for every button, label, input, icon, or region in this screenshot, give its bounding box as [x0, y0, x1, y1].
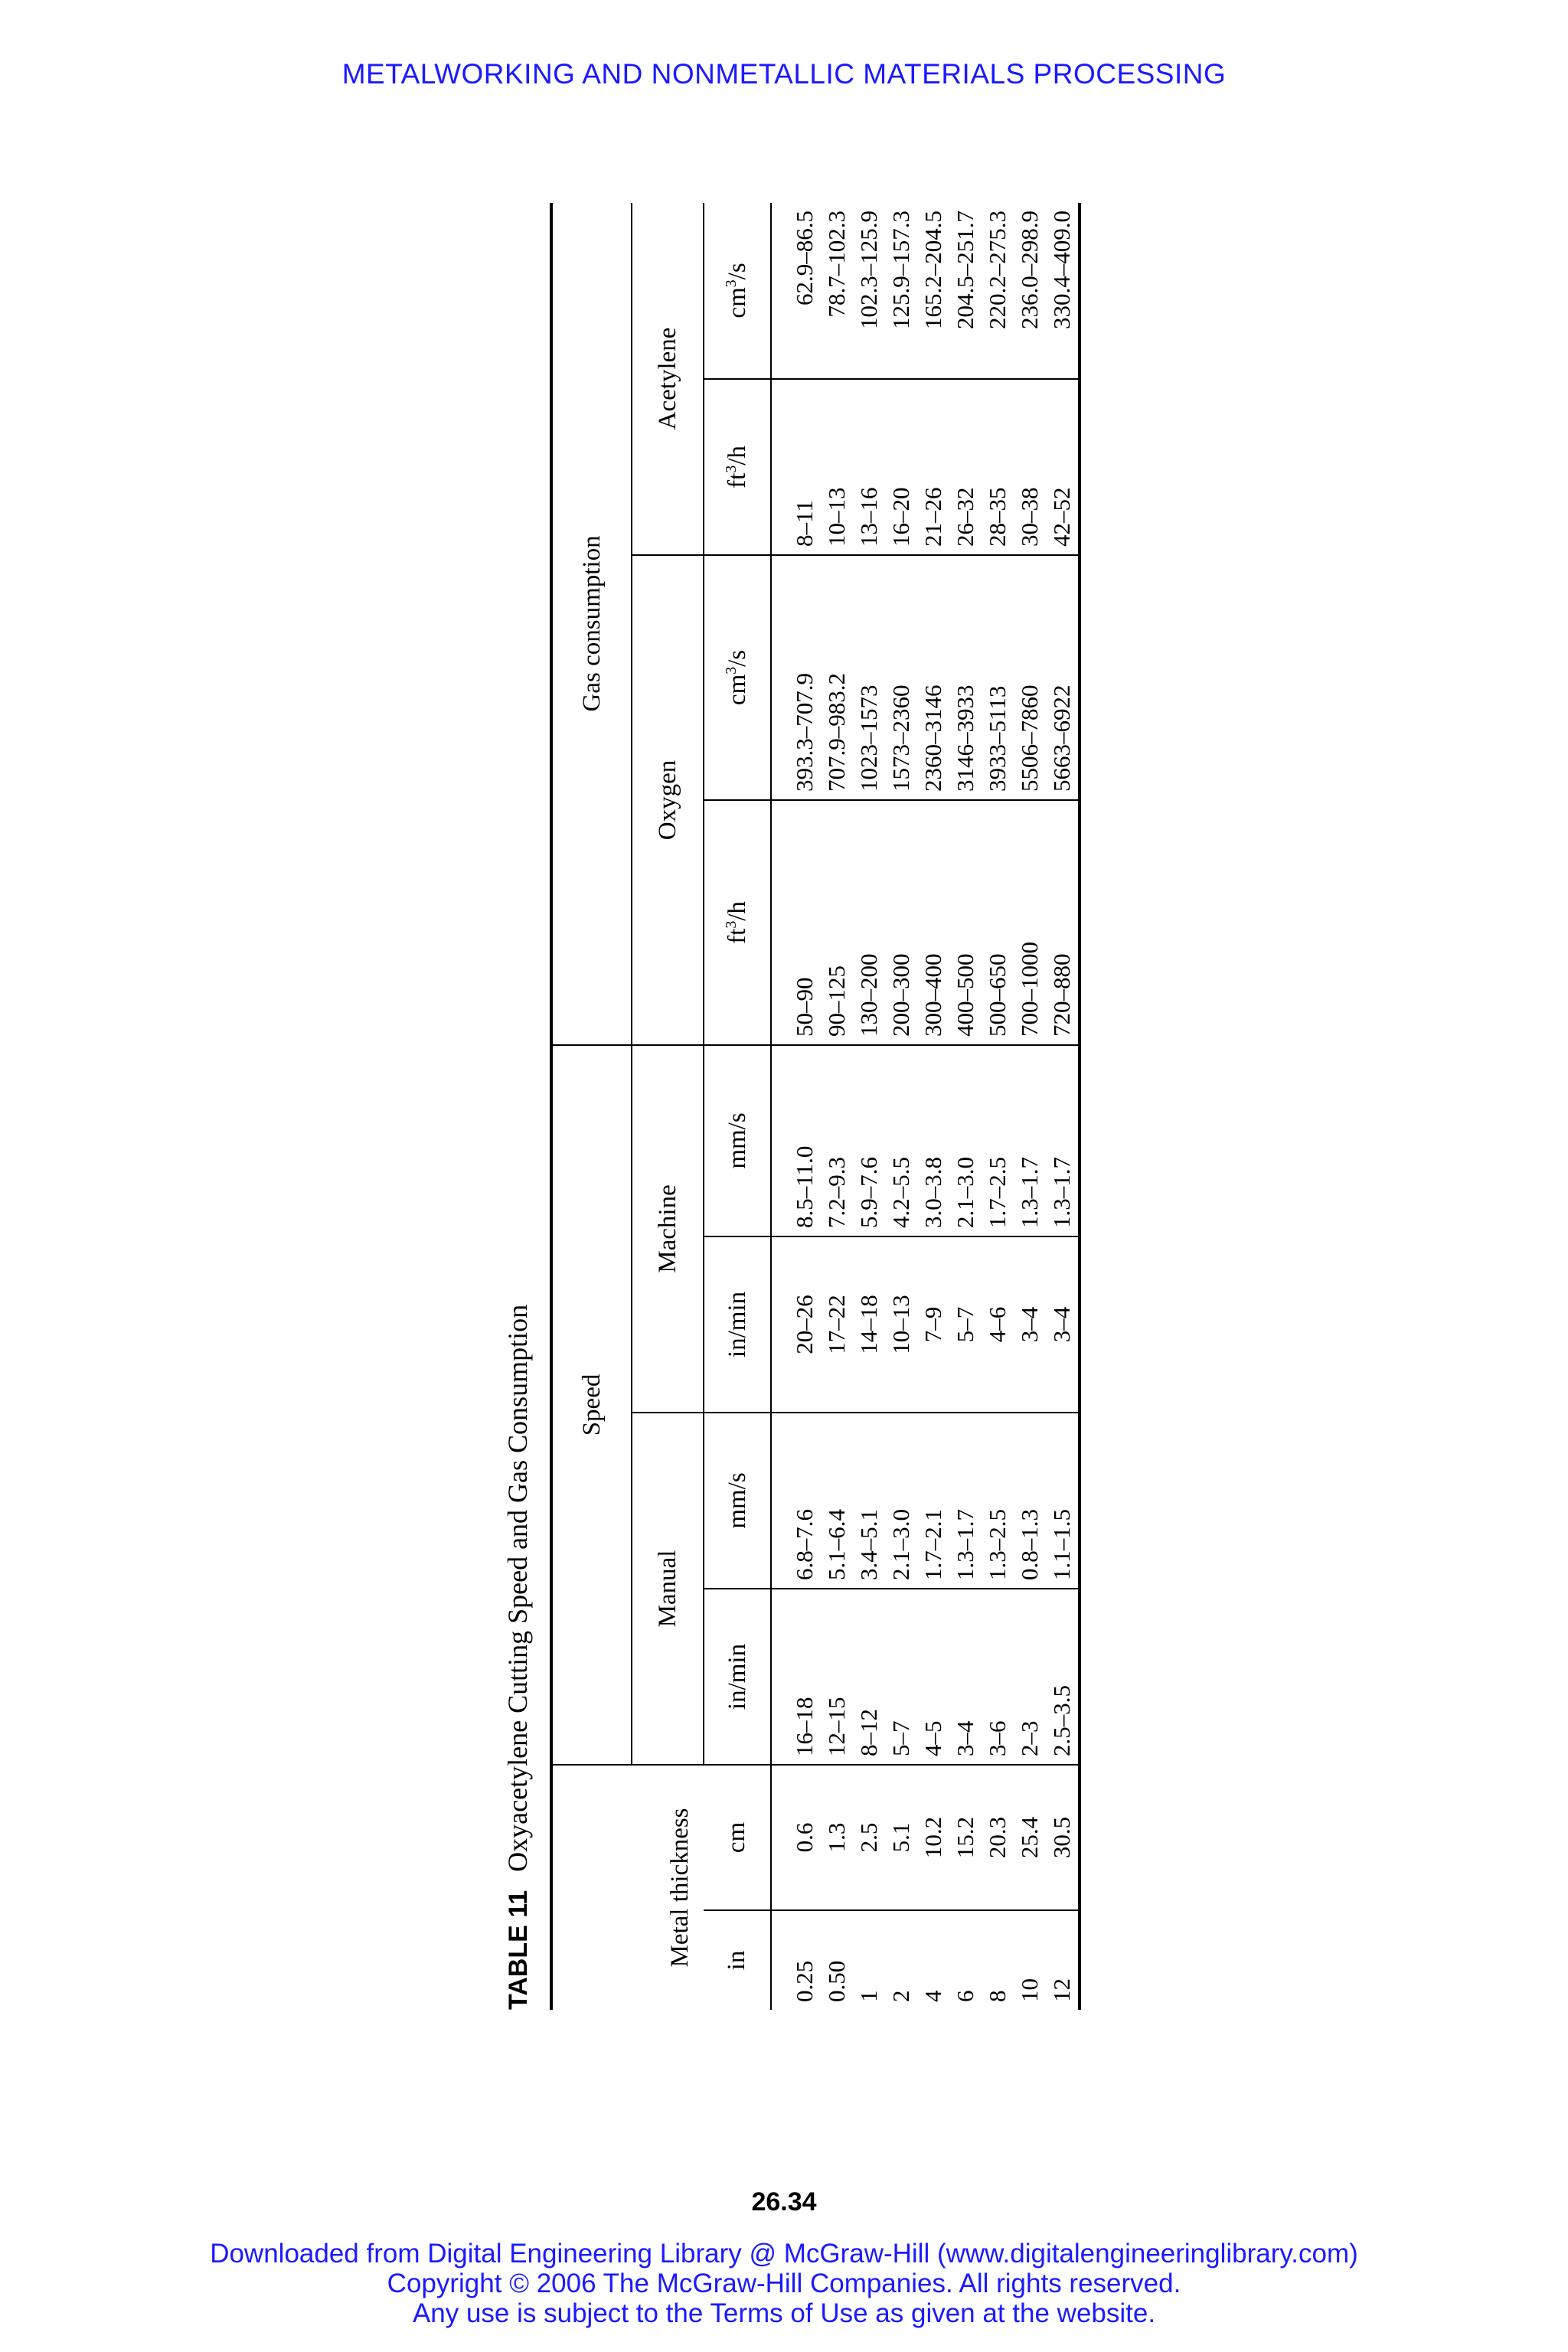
col-header-machine-mm-s: mm/s: [704, 1045, 771, 1236]
unit-per-s: /s: [723, 263, 751, 280]
cell-oxygen-ft3-h: 90–125: [821, 800, 853, 1045]
cell-manual-in-min: 12–15: [821, 1589, 853, 1765]
cell-manual-in-min: 4–5: [917, 1589, 949, 1765]
cell-machine-mm-s: 4.2–5.5: [885, 1045, 917, 1236]
page-number: 26.34: [751, 2187, 817, 2216]
table-row: [1046, 203, 1080, 2010]
cell-acetylene-cm3-s: 78.7–102.3: [823, 210, 850, 318]
cell-acetylene-cm3-s: 125.9–157.3: [887, 210, 914, 329]
rotated-table-block: [493, 203, 1075, 2010]
cell-in: 4: [917, 1910, 949, 2010]
unit-exp: 3: [722, 279, 740, 288]
cell-oxygen-cm3-s: 2360–3146: [917, 555, 949, 800]
cell-acetylene-cm3-s: 102.3–125.9: [855, 210, 882, 329]
col-header-acetylene-cm3-s: [704, 203, 771, 379]
cell-machine-in-min: 4–6: [982, 1236, 1014, 1413]
cell-manual-mm-s: 3.4–5.1: [853, 1413, 885, 1589]
cell-manual-mm-s: 1.3–2.5: [982, 1413, 1014, 1589]
cell-oxygen-ft3-h: 50–90: [771, 800, 821, 1045]
cell-in: 0.25: [771, 1910, 821, 2010]
cell-manual-mm-s: 6.8–7.6: [771, 1413, 821, 1589]
cell-in: 10: [1014, 1910, 1046, 2010]
unit-cm: cm: [723, 287, 751, 318]
col-header-acetylene-ft3-h: [704, 379, 771, 555]
col-header-in: in: [704, 1910, 771, 2010]
unit-exp: 3: [722, 920, 740, 929]
cell-manual-in-min: 2.5–3.5: [1046, 1589, 1080, 1765]
cell-oxygen-cm3-s: 1023–1573: [853, 555, 885, 800]
cell-manual-in-min: 2–3: [1014, 1589, 1046, 1765]
header-manual: Manual: [632, 1413, 704, 1765]
cell-machine-in-min: 17–22: [821, 1236, 853, 1413]
table-row: [917, 203, 949, 2010]
cell-manual-in-min: 16–18: [771, 1589, 821, 1765]
cell-machine-mm-s: 1.3–1.7: [1046, 1045, 1080, 1236]
cell-cm: 30.5: [1046, 1765, 1080, 1910]
cell-oxygen-ft3-h: 200–300: [885, 800, 917, 1045]
cell-machine-mm-s: 5.9–7.6: [853, 1045, 885, 1236]
table-row: [1014, 203, 1046, 2010]
cell-in: 12: [1046, 1910, 1080, 2010]
cell-oxygen-cm3-s: 393.3–707.9: [771, 555, 821, 800]
col-header-machine-in-min: in/min: [704, 1236, 771, 1413]
cell-cm: 10.2: [917, 1765, 949, 1910]
table-row: [771, 203, 821, 2010]
cell-oxygen-cm3-s: 5506–7860: [1014, 555, 1046, 800]
cell-acetylene-ft3-h: 21–26: [917, 379, 949, 555]
cell-manual-mm-s: 0.8–1.3: [1014, 1413, 1046, 1589]
cell-acetylene-cm3-s: 236.0–298.9: [1016, 210, 1043, 329]
col-header-oxygen-cm3-s: [704, 555, 771, 800]
table-title: Oxyacetylene Cutting Speed and Gas Consumption: [502, 1304, 533, 1872]
cell-manual-in-min: 3–4: [949, 1589, 982, 1765]
table-caption: [493, 1305, 542, 2010]
unit-per-s: /s: [723, 649, 751, 667]
cell-machine-in-min: 7–9: [917, 1236, 949, 1413]
cell-machine-mm-s: 7.2–9.3: [821, 1045, 853, 1236]
cell-cm: 0.6: [771, 1765, 821, 1910]
table-body: [771, 203, 1080, 2010]
cell-acetylene-cm3-s: 220.2–275.3: [984, 210, 1011, 329]
cell-oxygen-ft3-h: 500–650: [982, 800, 1014, 1045]
table-row: [821, 203, 853, 2010]
running-header: METALWORKING AND NONMETALLIC MATERIALS PROCESSING: [341, 58, 1227, 90]
cell-manual-mm-s: 1.7–2.1: [917, 1413, 949, 1589]
cell-acetylene-ft3-h: 16–20: [885, 379, 917, 555]
cell-manual-mm-s: 1.1–1.5: [1046, 1413, 1080, 1589]
cell-oxygen-ft3-h: 300–400: [917, 800, 949, 1045]
cell-in: 6: [949, 1910, 982, 2010]
footer-line-3: Any use is subject to the Terms of Use as given at the website.: [412, 2298, 1156, 2328]
cell-manual-mm-s: 5.1–6.4: [821, 1413, 853, 1589]
cell-machine-in-min: 3–4: [1014, 1236, 1046, 1413]
table-row: [982, 203, 1014, 2010]
cell-in: 1: [853, 1910, 885, 2010]
cell-acetylene-ft3-h: 42–52: [1046, 379, 1080, 555]
cell-acetylene-cm3-s: 165.2–204.5: [920, 210, 946, 329]
cell-acetylene-cm3-s: 204.5–251.7: [952, 210, 978, 329]
cell-acetylene-ft3-h: 10–13: [821, 379, 853, 555]
col-header-cm: cm: [704, 1765, 771, 1910]
header-metal-thickness: Metal thickness: [551, 1765, 704, 2010]
cell-oxygen-cm3-s: 1573–2360: [885, 555, 917, 800]
cell-acetylene-ft3-h: 26–32: [949, 379, 982, 555]
cell-machine-in-min: 20–26: [771, 1236, 821, 1413]
cell-oxygen-cm3-s: 707.9–983.2: [821, 555, 853, 800]
unit-exp: 3: [722, 465, 740, 473]
cell-machine-in-min: 5–7: [949, 1236, 982, 1413]
cell-machine-mm-s: 1.7–2.5: [982, 1045, 1014, 1236]
cell-machine-mm-s: 8.5–11.0: [771, 1045, 821, 1236]
cell-in: 8: [982, 1910, 1014, 2010]
header-speed: Speed: [551, 1045, 632, 1765]
footer: [0, 2239, 1568, 2328]
cell-manual-mm-s: 1.3–1.7: [949, 1413, 982, 1589]
header-machine: Machine: [632, 1045, 704, 1413]
cell-machine-mm-s: 2.1–3.0: [949, 1045, 982, 1236]
cell-acetylene-ft3-h: 30–38: [1014, 379, 1046, 555]
cutting-speed-table: [550, 203, 1081, 2010]
cell-cm: 15.2: [949, 1765, 982, 1910]
table-label: TABLE 11: [504, 1890, 533, 2010]
cell-in: 2: [885, 1910, 917, 2010]
header-acetylene: Acetylene: [632, 203, 704, 555]
footer-line-2: Copyright © 2006 The McGraw-Hill Companies. All rights reserved.: [387, 2269, 1181, 2298]
table-row: [949, 203, 982, 2010]
col-header-manual-in-min: in/min: [704, 1589, 771, 1765]
cell-cm: 2.5: [853, 1765, 885, 1910]
cell-oxygen-ft3-h: 700–1000: [1014, 800, 1046, 1045]
footer-line-1: Downloaded from Digital Engineering Library @ McGraw-Hill (www.digitalengineeringlibrary.com): [210, 2239, 1358, 2269]
cell-machine-mm-s: 1.3–1.7: [1014, 1045, 1046, 1236]
cell-cm: 5.1: [885, 1765, 917, 1910]
col-header-manual-mm-s: mm/s: [704, 1413, 771, 1589]
unit-per-h: /h: [723, 446, 751, 466]
cell-manual-in-min: 5–7: [885, 1589, 917, 1765]
cell-cm: 1.3: [821, 1765, 853, 1910]
cell-oxygen-ft3-h: 130–200: [853, 800, 885, 1045]
unit-ft: ft: [723, 928, 751, 944]
header-gas-consumption: Gas consumption: [551, 203, 632, 1045]
cell-acetylene-cm3-s: 330.4–409.0: [1046, 203, 1080, 379]
cell-machine-mm-s: 3.0–3.8: [917, 1045, 949, 1236]
cell-oxygen-cm3-s: 5663–6922: [1046, 555, 1080, 800]
cell-manual-in-min: 8–12: [853, 1589, 885, 1765]
cell-machine-in-min: 3–4: [1046, 1236, 1080, 1413]
unit-cm: cm: [723, 674, 751, 706]
unit-exp: 3: [722, 666, 740, 675]
cell-manual-mm-s: 2.1–3.0: [885, 1413, 917, 1589]
cell-acetylene-ft3-h: 13–16: [853, 379, 885, 555]
cell-machine-in-min: 10–13: [885, 1236, 917, 1413]
cell-acetylene-cm3-s: 62.9–86.5: [791, 210, 818, 305]
cell-in: 0.50: [821, 1910, 853, 2010]
cell-machine-in-min: 14–18: [853, 1236, 885, 1413]
unit-ft: ft: [723, 472, 751, 488]
cell-acetylene-ft3-h: 28–35: [982, 379, 1014, 555]
unit-per-h: /h: [723, 901, 751, 921]
cell-cm: 25.4: [1014, 1765, 1046, 1910]
cell-oxygen-cm3-s: 3146–3933: [949, 555, 982, 800]
table-row: [885, 203, 917, 2010]
cell-cm: 20.3: [982, 1765, 1014, 1910]
table-row: [853, 203, 885, 2010]
cell-oxygen-ft3-h: 400–500: [949, 800, 982, 1045]
cell-oxygen-ft3-h: 720–880: [1046, 800, 1080, 1045]
header-oxygen: Oxygen: [632, 555, 704, 1045]
cell-acetylene-ft3-h: 8–11: [771, 379, 821, 555]
col-header-oxygen-ft3-h: [704, 800, 771, 1045]
cell-oxygen-cm3-s: 3933–5113: [982, 555, 1014, 800]
cell-manual-in-min: 3–6: [982, 1589, 1014, 1765]
